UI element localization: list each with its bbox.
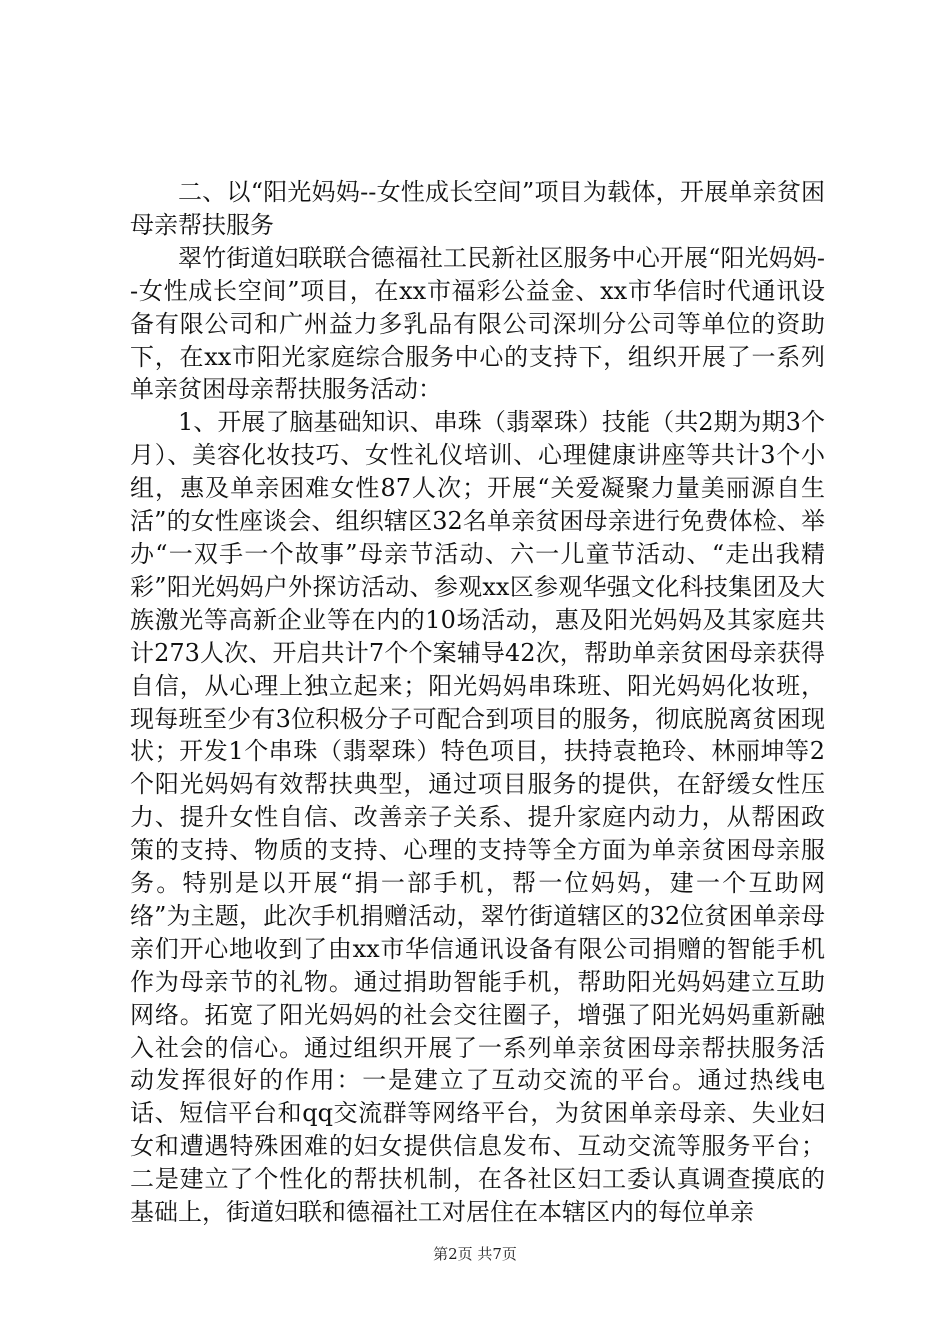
document-body xyxy=(130,176,825,1229)
activities-paragraph: 1、开展了脑基础知识、串珠（翡翠珠）技能（共2期为期3个月）、美容化妆技巧、女性礼仪培训、心理健康讲座等共计3个小组，惠及单亲困难女性87人次；开展“关爱凝聚力量美丽源自生活”的女性座谈会、组织辖区32名单亲贫困母亲进行免费体检、举办“一双手一个故事”母亲节活动、六一儿童节活动、“走出我精彩”阳光妈妈户外探访活动、参观xx区参观华强文化科技集团及大族激光等高新企业等在内的10场活动，惠及阳光妈妈及其家庭共计273人次、开启共计7个个案辅导42次，帮助单亲贫困母亲获得自信，从心理上独立起来；阳光妈妈串珠班、阳光妈妈化妆班，现每班至少有3位积极分子可配合到项目的服务，彻底脱离贫困现状；开发1个串珠（翡翠珠）特色项目，扶持袁艳玲、林丽坤等2个阳光妈妈有效帮扶典型，通过项目服务的提供，在舒缓女性压力、提升女性自信、改善亲子关系、提升家庭内动力，从帮困政策的支持、物质的支持、心理的支持等全方面为单亲贫困母亲服务。特别是以开展“捐一部手机，帮一位妈妈，建一个互助网络”为主题，此次手机捐赠活动，翠竹街道辖区的32位贫困单亲母亲们开心地收到了由xx市华信通讯设备有限公司捐赠的智能手机作为母亲节的礼物。通过捐助智能手机，帮助阳光妈妈建立互助网络。拓宽了阳光妈妈的社会交往圈子，增强了阳光妈妈重新融入社会的信心。通过组织开展了一系列单亲贫困母亲帮扶服务活动发挥很好的作用：一是建立了互动交流的平台。通过热线电话、短信平台和qq交流群等网络平台，为贫困单亲母亲、失业妇女和遭遇特殊困难的妇女提供信息发布、互动交流等服务平台；二是建立了个性化的帮扶机制，在各社区妇工委认真调查摸底的基础上，街道妇联和德福社工对居住在本辖区内的每位单亲 xyxy=(130,408,825,1227)
page-number-footer: 第2页 共7页 xyxy=(433,1245,517,1263)
section-heading: 二、以“阳光妈妈--女性成长空间”项目为载体，开展单亲贫困母亲帮扶服务 xyxy=(130,178,825,239)
intro-paragraph: 翠竹街道妇联联合德福社工民新社区服务中心开展“阳光妈妈--女性成长空间”项目，在xx市福彩公益金、xx市华信时代通讯设备有限公司和广州益力多乳品有限公司深圳分公司等单位的资助下，在xx市阳光家庭综合服务中心的支持下，组织开展了一系列单亲贫困母亲帮扶服务活动： xyxy=(130,243,825,404)
